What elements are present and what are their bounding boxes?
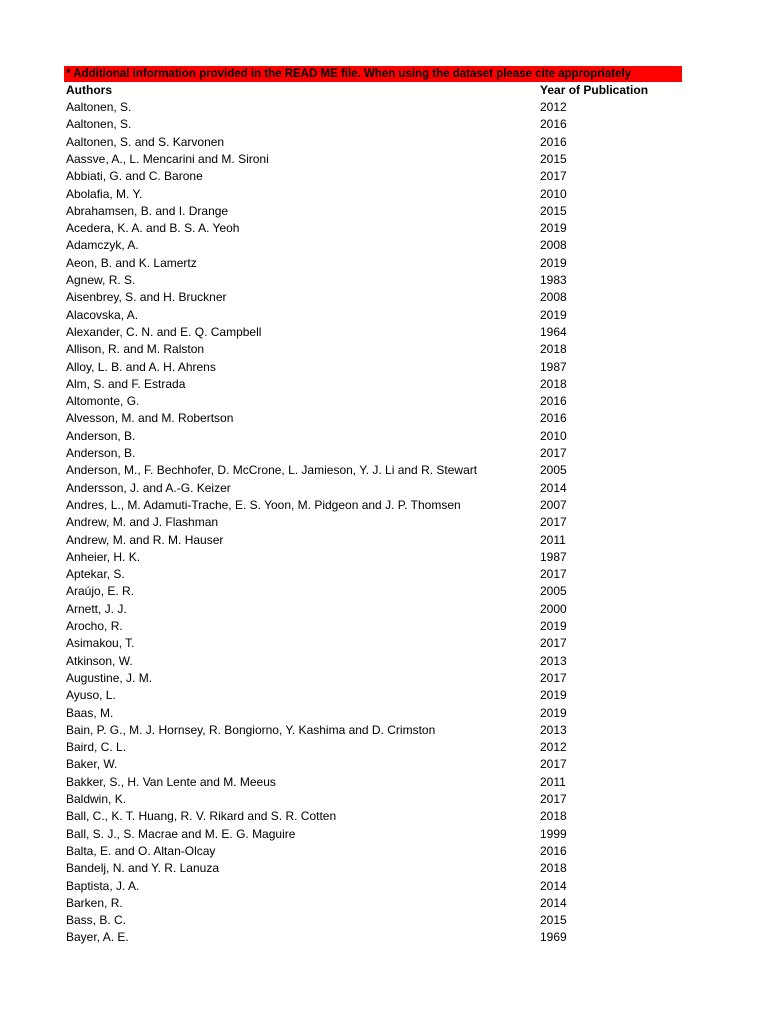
table-row — [0, 428, 768, 445]
table-header-row — [0, 82, 768, 99]
year-cell: 2015 — [540, 913, 567, 928]
author-cell: Arocho, R. — [66, 619, 123, 633]
author-cell: Aisenbrey, S. and H. Bruckner — [66, 290, 227, 305]
year-cell: 1987 — [540, 549, 567, 564]
author-cell: Alvesson, M. and M. Robertson — [66, 411, 234, 426]
table-row — [0, 670, 768, 687]
year-cell: 2012 — [540, 100, 567, 114]
author-cell: Anderson, B. — [66, 428, 136, 443]
table-row — [0, 566, 768, 583]
year-cell: 1987 — [540, 359, 567, 374]
table-row — [0, 376, 768, 393]
author-cell: Aptekar, S. — [66, 567, 125, 582]
year-cell: 2019 — [540, 221, 567, 236]
table-row — [0, 393, 768, 410]
year-cell: 1969 — [540, 930, 567, 945]
year-cell: 2013 — [540, 653, 567, 668]
authors-column-header: Authors — [66, 83, 112, 97]
table-row — [0, 618, 768, 635]
year-cell: 2005 — [540, 584, 567, 599]
author-cell: Atkinson, W. — [66, 653, 133, 668]
table-row — [0, 601, 768, 618]
year-cell: 2017 — [540, 169, 567, 184]
year-cell: 2016 — [540, 394, 567, 409]
table-row — [0, 186, 768, 203]
table-row — [0, 532, 768, 549]
year-cell: 2017 — [540, 567, 567, 582]
author-cell: Bayer, A. E. — [66, 930, 129, 945]
table-row — [0, 151, 768, 168]
year-cell: 2016 — [540, 117, 567, 132]
year-cell: 2018 — [540, 376, 567, 391]
table-row — [0, 480, 768, 497]
table-row — [0, 237, 768, 254]
author-cell: Asimakou, T. — [66, 636, 135, 651]
table-row — [0, 255, 768, 272]
year-cell: 2011 — [540, 532, 566, 547]
year-cell: 2008 — [540, 238, 567, 253]
author-cell: Baker, W. — [66, 757, 118, 772]
table-row — [0, 774, 768, 791]
author-cell: Ball, S. J., S. Macrae and M. E. G. Maguire — [66, 826, 296, 841]
table-row — [0, 722, 768, 739]
table-row — [0, 739, 768, 756]
table-row — [0, 134, 768, 151]
table-row — [0, 341, 768, 358]
table-row — [0, 808, 768, 825]
author-cell: Acedera, K. A. and B. S. A. Yeoh — [66, 221, 240, 236]
table-row — [0, 289, 768, 306]
year-cell: 2017 — [540, 757, 567, 772]
table-row — [0, 583, 768, 600]
year-cell: 2019 — [540, 619, 567, 633]
author-cell: Andrew, M. and R. M. Hauser — [66, 532, 224, 547]
year-cell: 2016 — [540, 134, 567, 149]
year-cell: 2013 — [540, 722, 567, 737]
author-cell: Balta, E. and O. Altan-Olcay — [66, 843, 216, 858]
year-cell: 2018 — [540, 861, 567, 876]
year-cell: 2018 — [540, 342, 567, 357]
author-cell: Abrahamsen, B. and I. Drange — [66, 203, 229, 218]
table-row — [0, 653, 768, 670]
table-row — [0, 912, 768, 929]
table-row — [0, 272, 768, 289]
year-cell: 2019 — [540, 307, 567, 322]
author-cell: Bandelj, N. and Y. R. Lanuza — [66, 861, 219, 876]
author-cell: Ayuso, L. — [66, 688, 116, 703]
author-cell: Bain, P. G., M. J. Hornsey, R. Bongiorno, Y. Kashima and D. Crimston — [66, 722, 436, 737]
table-row — [0, 791, 768, 808]
table-row — [0, 635, 768, 652]
table-row — [0, 168, 768, 185]
year-cell: 2017 — [540, 515, 567, 530]
year-cell: 2018 — [540, 809, 567, 824]
table-row — [0, 497, 768, 514]
author-cell: Bass, B. C. — [66, 913, 127, 928]
table-row — [0, 307, 768, 324]
table-row — [0, 359, 768, 376]
table-row — [0, 116, 768, 133]
table-row — [0, 705, 768, 722]
author-cell: Adamczyk, A. — [66, 238, 139, 253]
author-cell: Anderson, B. — [66, 446, 136, 460]
table-row — [0, 203, 768, 220]
author-cell: Andres, L., M. Adamuti-Trache, E. S. Yoon, M. Pidgeon and J. P. Thomsen — [66, 497, 461, 512]
citation-notice-banner: * Additional information provided in the READ ME file. When using the dataset please cite appropriately — [64, 66, 682, 82]
year-cell: 2017 — [540, 670, 567, 685]
author-cell: Altomonte, G. — [66, 394, 140, 409]
author-cell: Bakker, S., H. Van Lente and M. Meeus — [66, 774, 276, 789]
year-cell: 2010 — [540, 428, 567, 443]
author-cell: Agnew, R. S. — [66, 273, 136, 287]
author-cell: Augustine, J. M. — [66, 670, 153, 685]
table-row — [0, 826, 768, 843]
year-cell: 2017 — [540, 636, 567, 651]
author-cell: Barken, R. — [66, 895, 123, 910]
year-cell: 2010 — [540, 186, 567, 201]
author-cell: Andersson, J. and A.-G. Keizer — [66, 480, 231, 495]
table-row — [0, 220, 768, 237]
table-row — [0, 860, 768, 877]
author-cell: Alloy, L. B. and A. H. Ahrens — [66, 359, 216, 374]
table-row — [0, 410, 768, 427]
year-cell: 2019 — [540, 688, 567, 703]
year-cell: 2015 — [540, 151, 567, 166]
year-cell: 2016 — [540, 411, 567, 426]
table-row — [0, 462, 768, 479]
author-cell: Baptista, J. A. — [66, 878, 140, 893]
author-cell: Aassve, A., L. Mencarini and M. Sironi — [66, 151, 269, 166]
year-column-header: Year of Publication — [540, 83, 649, 97]
year-cell: 2019 — [540, 255, 567, 270]
author-cell: Ball, C., K. T. Huang, R. V. Rikard and S. R. Cotten — [66, 809, 337, 824]
year-cell: 2005 — [540, 463, 567, 478]
year-cell: 2007 — [540, 497, 567, 512]
author-cell: Aaltonen, S. — [66, 100, 132, 114]
author-cell: Arnett, J. J. — [66, 601, 127, 616]
table-row — [0, 929, 768, 946]
year-cell: 2014 — [540, 480, 567, 495]
author-cell: Baird, C. L. — [66, 740, 127, 755]
year-cell: 1964 — [540, 324, 567, 339]
year-cell: 2011 — [540, 774, 566, 789]
author-cell: Andrew, M. and J. Flashman — [66, 515, 219, 530]
year-cell: 2000 — [540, 601, 567, 616]
author-cell: Baldwin, K. — [66, 792, 127, 806]
table-row — [0, 756, 768, 773]
author-cell: Anheier, H. K. — [66, 549, 141, 564]
table-row — [0, 878, 768, 895]
year-cell: 1983 — [540, 273, 567, 287]
year-cell: 2016 — [540, 843, 567, 858]
year-cell: 2012 — [540, 740, 567, 755]
table-row — [0, 324, 768, 341]
author-cell: Abbiati, G. and C. Barone — [66, 169, 203, 184]
author-cell: Alexander, C. N. and E. Q. Campbell — [66, 324, 262, 339]
author-cell: Baas, M. — [66, 705, 114, 720]
table-row — [0, 514, 768, 531]
author-cell: Anderson, M., F. Bechhofer, D. McCrone, L. Jamieson, Y. J. Li and R. Stewart — [66, 463, 478, 478]
year-cell: 2014 — [540, 878, 567, 893]
year-cell: 2014 — [540, 895, 567, 910]
year-cell: 2017 — [540, 792, 567, 806]
year-cell: 2019 — [540, 705, 567, 720]
table-row — [0, 843, 768, 860]
author-cell: Aaltonen, S. — [66, 117, 132, 132]
year-cell: 1999 — [540, 826, 567, 841]
table-row — [0, 549, 768, 566]
year-cell: 2008 — [540, 290, 567, 305]
author-cell: Allison, R. and M. Ralston — [66, 342, 205, 357]
author-cell: Alm, S. and F. Estrada — [66, 376, 186, 391]
author-cell: Abolafia, M. Y. — [66, 186, 143, 201]
table-row — [0, 687, 768, 704]
year-cell: 2015 — [540, 203, 567, 218]
table-row — [0, 99, 768, 116]
author-cell: Araújo, E. R. — [66, 584, 135, 599]
table-row — [0, 895, 768, 912]
year-cell: 2017 — [540, 446, 567, 460]
author-cell: Alacovska, A. — [66, 307, 139, 322]
author-cell: Aaltonen, S. and S. Karvonen — [66, 134, 225, 149]
author-cell: Aeon, B. and K. Lamertz — [66, 255, 197, 270]
table-row — [0, 445, 768, 462]
